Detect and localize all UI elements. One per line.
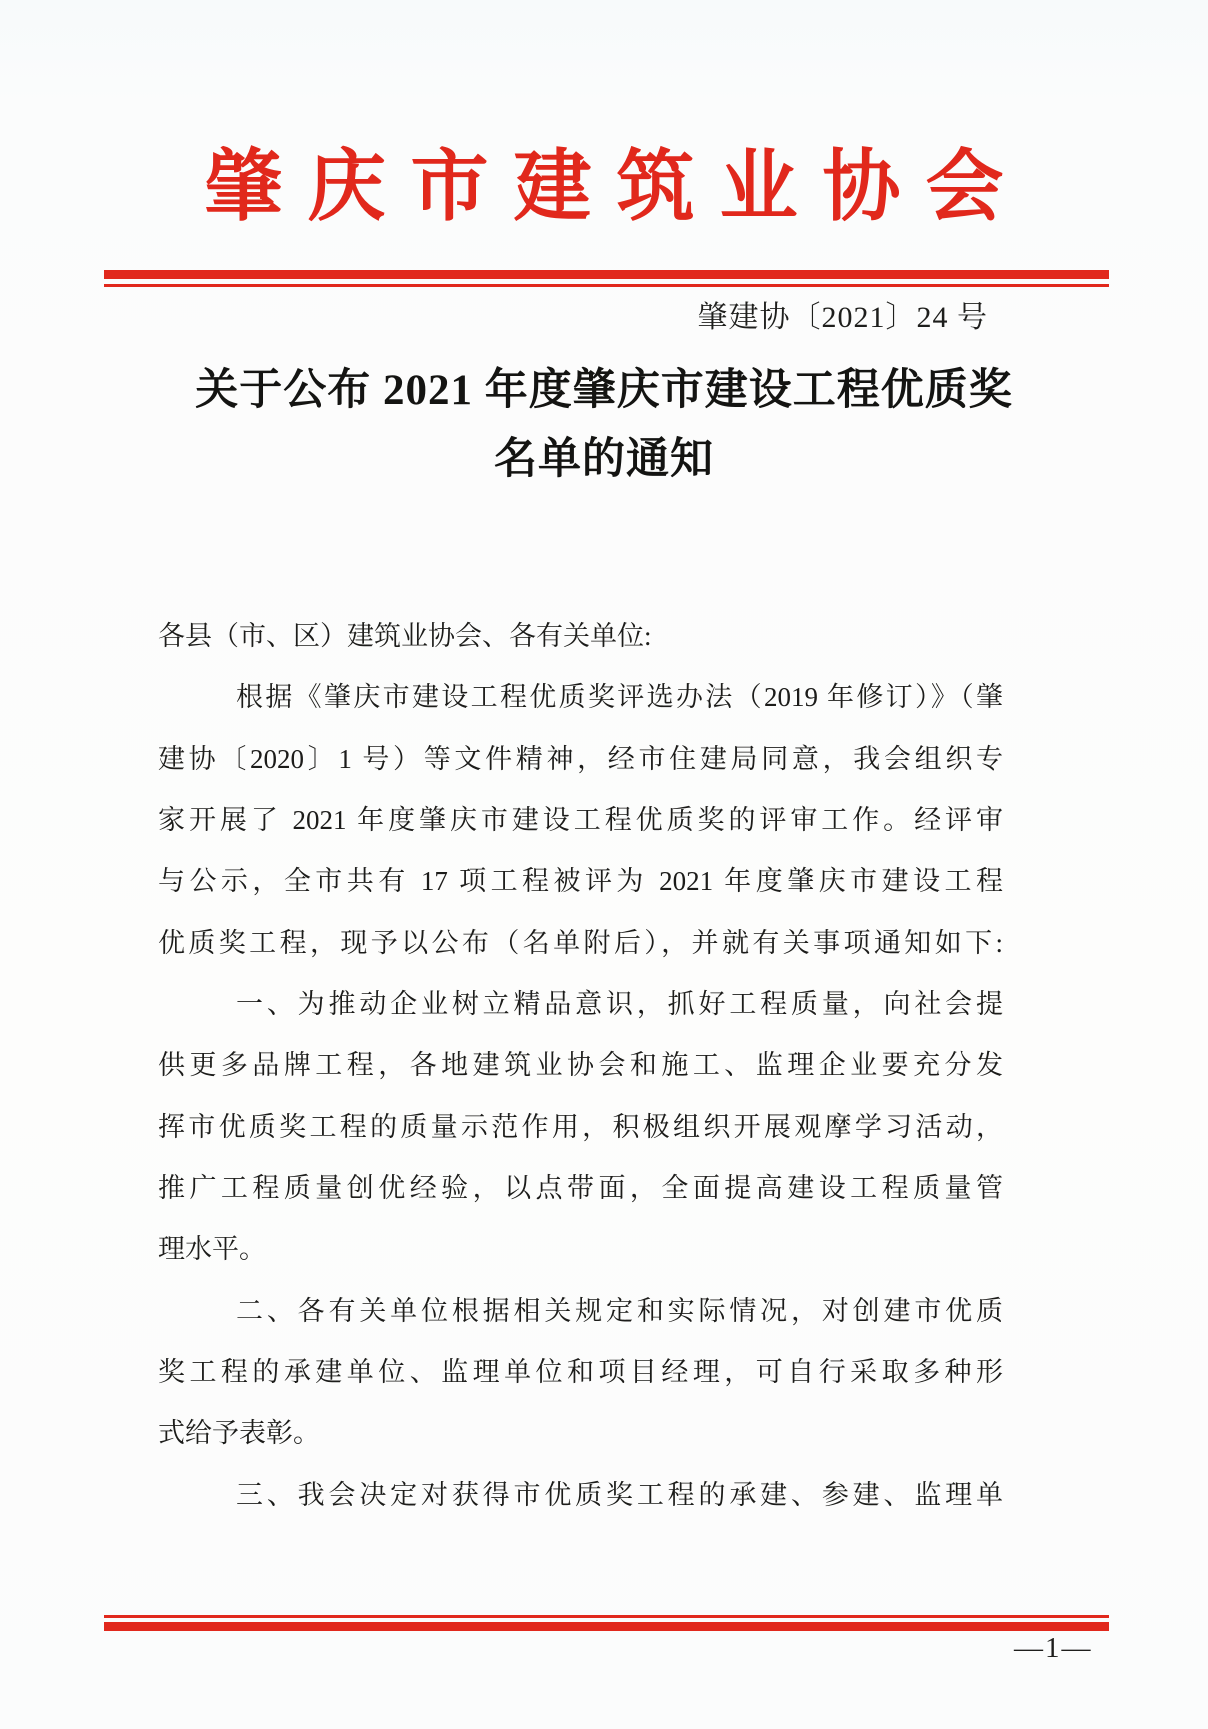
body-line: 式给予表彰。 [158, 1418, 320, 1449]
notice-title-line1: 关于公布 2021 年度肇庆市建设工程优质奖 [195, 367, 1013, 414]
body-line: 优质奖工程，现予以公布（名单附后），并就有关事项通知如下: [158, 927, 1003, 958]
body-line-item-1: 一、为推动企业树立精品意识，抓好工程质量，向社会提 [236, 988, 1003, 1019]
body-line: 建协〔2020〕1 号）等文件精神，经市住建局同意，我会组织专 [158, 743, 1003, 774]
body-line: 挥市优质奖工程的质量示范作用，积极组织开展观摩学习活动， [158, 1111, 1003, 1142]
body-line: 根据《肇庆市建设工程优质奖评选办法（2019 年修订）》（肇 [236, 682, 1003, 713]
body-line: 供更多品牌工程，各地建筑业协会和施工、监理企业要充分发 [158, 1050, 1003, 1081]
doc-reference-number: 肇建协〔2021〕24 号 [697, 301, 988, 334]
footer-rule-thin [104, 1615, 1109, 1618]
body-line-item-2: 二、各有关单位根据相关规定和实际情况，对创建市优质 [236, 1295, 1003, 1326]
body-line: 家开展了 2021 年度肇庆市建设工程优质奖的评审工作。经评审 [158, 804, 1003, 835]
body-line: 与公示，全市共有 17 项工程被评为 2021 年度肇庆市建设工程 [158, 866, 1003, 897]
footer-rule-thick [104, 1622, 1109, 1631]
body-line: 理水平。 [158, 1234, 266, 1265]
notice-body [158, 606, 1003, 1526]
body-line: 推广工程质量创优经验，以点带面，全面提高建设工程质量管 [158, 1172, 1003, 1203]
letterhead-org-name: 肇庆市建筑业协会 [204, 143, 1029, 230]
salutation-line: 各县（市、区）建筑业协会、各有关单位: [158, 621, 652, 651]
letterhead-rule-thin [104, 284, 1109, 287]
page-number: —1— [1014, 1632, 1093, 1664]
notice-title-line2: 名单的通知 [494, 436, 714, 483]
body-line-item-3: 三、我会决定对获得市优质奖工程的承建、参建、监理单 [236, 1479, 1003, 1510]
body-line: 奖工程的承建单位、监理单位和项目经理，可自行采取多种形 [158, 1356, 1003, 1387]
notice-title [0, 356, 1208, 494]
letterhead-rule-thick [104, 270, 1109, 279]
